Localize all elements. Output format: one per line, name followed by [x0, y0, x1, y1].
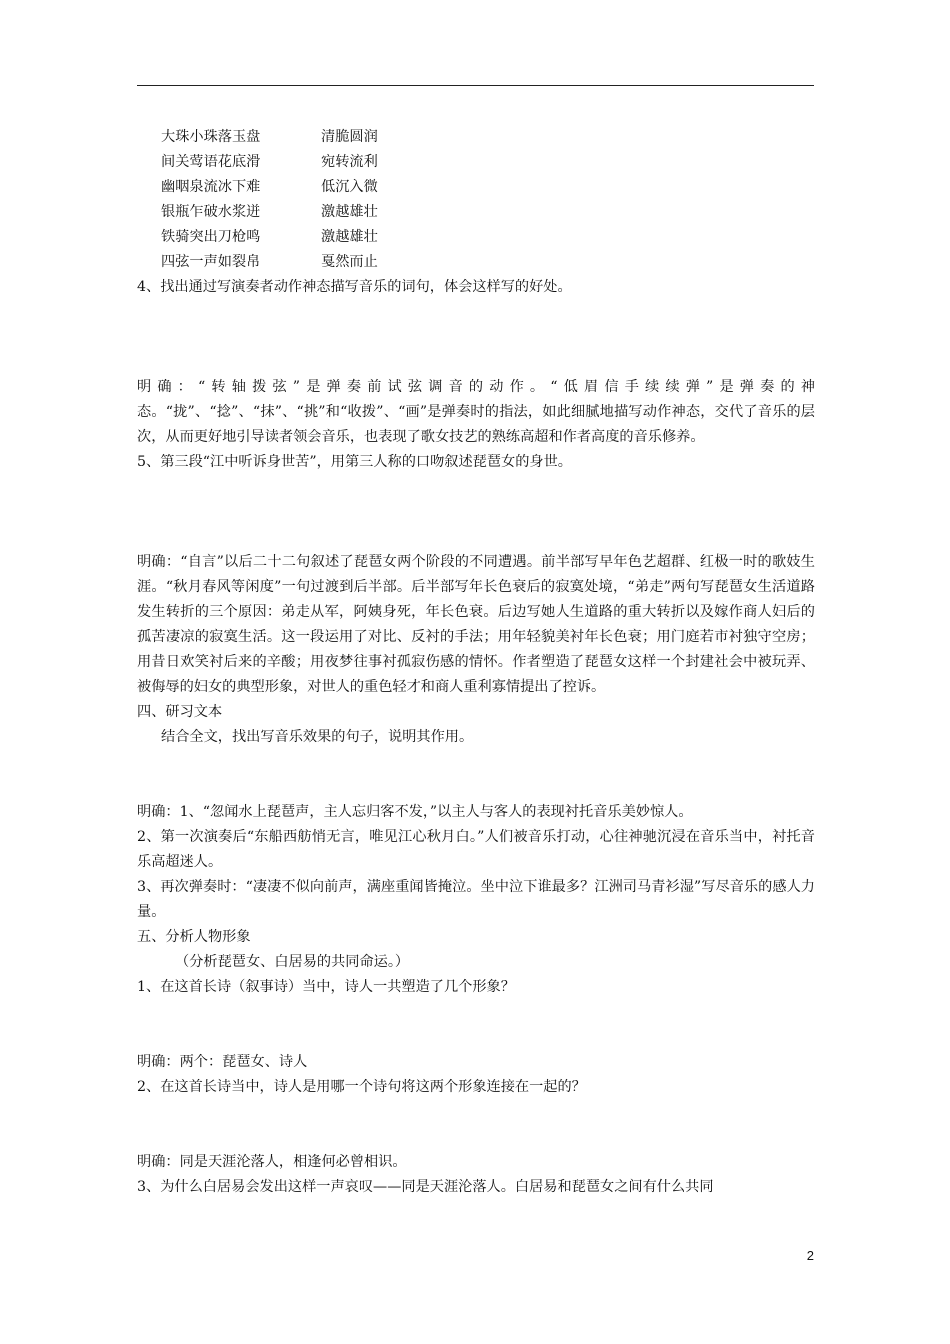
- poem-pair: [137, 150, 815, 175]
- sub-question-2: 2、在这首长诗当中，诗人是用哪一个诗句将这两个形象连接在一起的？: [137, 1079, 586, 1095]
- music-answer-3: 3、再次弹奏时：“凄凄不似向前声，满座重闻皆掩泣。坐中泣下谁最多？江洲司马青衫湿”写尽音乐的感人力量。: [137, 879, 815, 920]
- section-4-prompt: 结合全文，找出写音乐效果的句子，说明其作用。: [161, 729, 474, 745]
- sub-question-3: 3、为什么白居易会发出这样一声哀叹——同是天涯沦落人。白居易和琵琶女之间有什么共同: [137, 1179, 714, 1195]
- section-5-heading: 五、分析人物形象: [137, 929, 251, 945]
- poem-pair: [137, 225, 815, 250]
- poem-pair: [137, 250, 815, 275]
- sub-answer-1: 明确：两个：琵琶女、诗人: [137, 1054, 308, 1070]
- poem-line: 铁骑突出刀枪鸣: [161, 229, 261, 245]
- page-number: 2: [806, 1248, 814, 1263]
- poem-effect: 低沉入微: [321, 179, 378, 195]
- question-4: 4、找出通过写演奏者动作神态描写音乐的词句，体会这样写的好处。: [137, 279, 572, 295]
- poem-effect: 激越雄壮: [321, 229, 378, 245]
- poem-pair: [137, 125, 815, 150]
- poem-effect: 戛然而止: [321, 254, 378, 270]
- page-body: [137, 125, 815, 1200]
- sub-question-1: 1、在这首长诗（叙事诗）当中，诗人一共塑造了几个形象？: [137, 979, 515, 995]
- poem-pair: [137, 175, 815, 200]
- section-5-note: （分析琵琶女、白居易的共同命运。）: [175, 954, 410, 970]
- answer-5: 明确：“自言”以后二十二句叙述了琵琶女两个阶段的不同遭遇。前半部写早年色艺超群、红极一时的歌妓生涯。“秋月春风等闲度”一句过渡到后半部。后半部写年长色衰后的寂寞处境，“弟走”两句写琵琶女生活道路发生转折的三个原因：弟走从军，阿姨身死，年长色衰。后边写她人生道路的重大转折以及嫁作商人妇后的孤苦凄凉的寂寞生活。这一段运用了对比、反衬的手法；用年轻貌美衬年长色衰；用门庭若市衬独守空房；用昔日欢笑衬后来的辛酸；用夜梦往事衬孤寂伤感的情怀。作者塑造了琵琶女这样一个封建社会中被玩弄、被侮辱的妇女的典型形象，对世人的重色轻才和商人重利寡情提出了控诉。: [137, 554, 815, 695]
- music-answer-1: 明确：1、“忽闻水上琵琶声，主人忘归客不发，”以主人与客人的表现衬托音乐美妙惊人。: [137, 804, 693, 820]
- question-5: 5、第三段“江中听诉身世苦”，用第三人称的口吻叙述琵琶女的身世。: [137, 454, 572, 470]
- poem-line: 间关莺语花底滑: [161, 154, 261, 170]
- poem-pair: [137, 200, 815, 225]
- poem-line: 大珠小珠落玉盘: [161, 129, 261, 145]
- section-4-heading: 四、研习文本: [137, 704, 223, 720]
- poem-effect: 激越雄壮: [321, 204, 378, 220]
- answer-4: 明确：“转轴拨弦”是弹奏前试弦调音的动作。“低眉信手续续弹”是弹奏的神态。“拢”、“捻”、“抹”、“挑”和“收拨”、“画”是弹奏时的指法，如此细腻地描写动作神态，交代了音乐的层次，从而更好地引导读者领会音乐，也表现了歌女技艺的熟练高超和作者高度的音乐修养。: [137, 379, 815, 445]
- poem-line: 银瓶乍破水浆迸: [161, 204, 261, 220]
- poem-line: 四弦一声如裂帛: [161, 254, 261, 270]
- sub-answer-2: 明确：同是天涯沦落人，相逢何必曾相识。: [137, 1154, 407, 1170]
- header-rule: [137, 85, 814, 86]
- music-answer-2: 2、第一次演奏后“东船西舫悄无言，唯见江心秋月白。”人们被音乐打动，心往神驰沉浸在音乐当中，衬托音乐高超迷人。: [137, 829, 815, 870]
- poem-line: 幽咽泉流冰下难: [161, 179, 261, 195]
- poem-effect: 宛转流利: [321, 154, 378, 170]
- poem-effect: 清脆圆润: [321, 129, 378, 145]
